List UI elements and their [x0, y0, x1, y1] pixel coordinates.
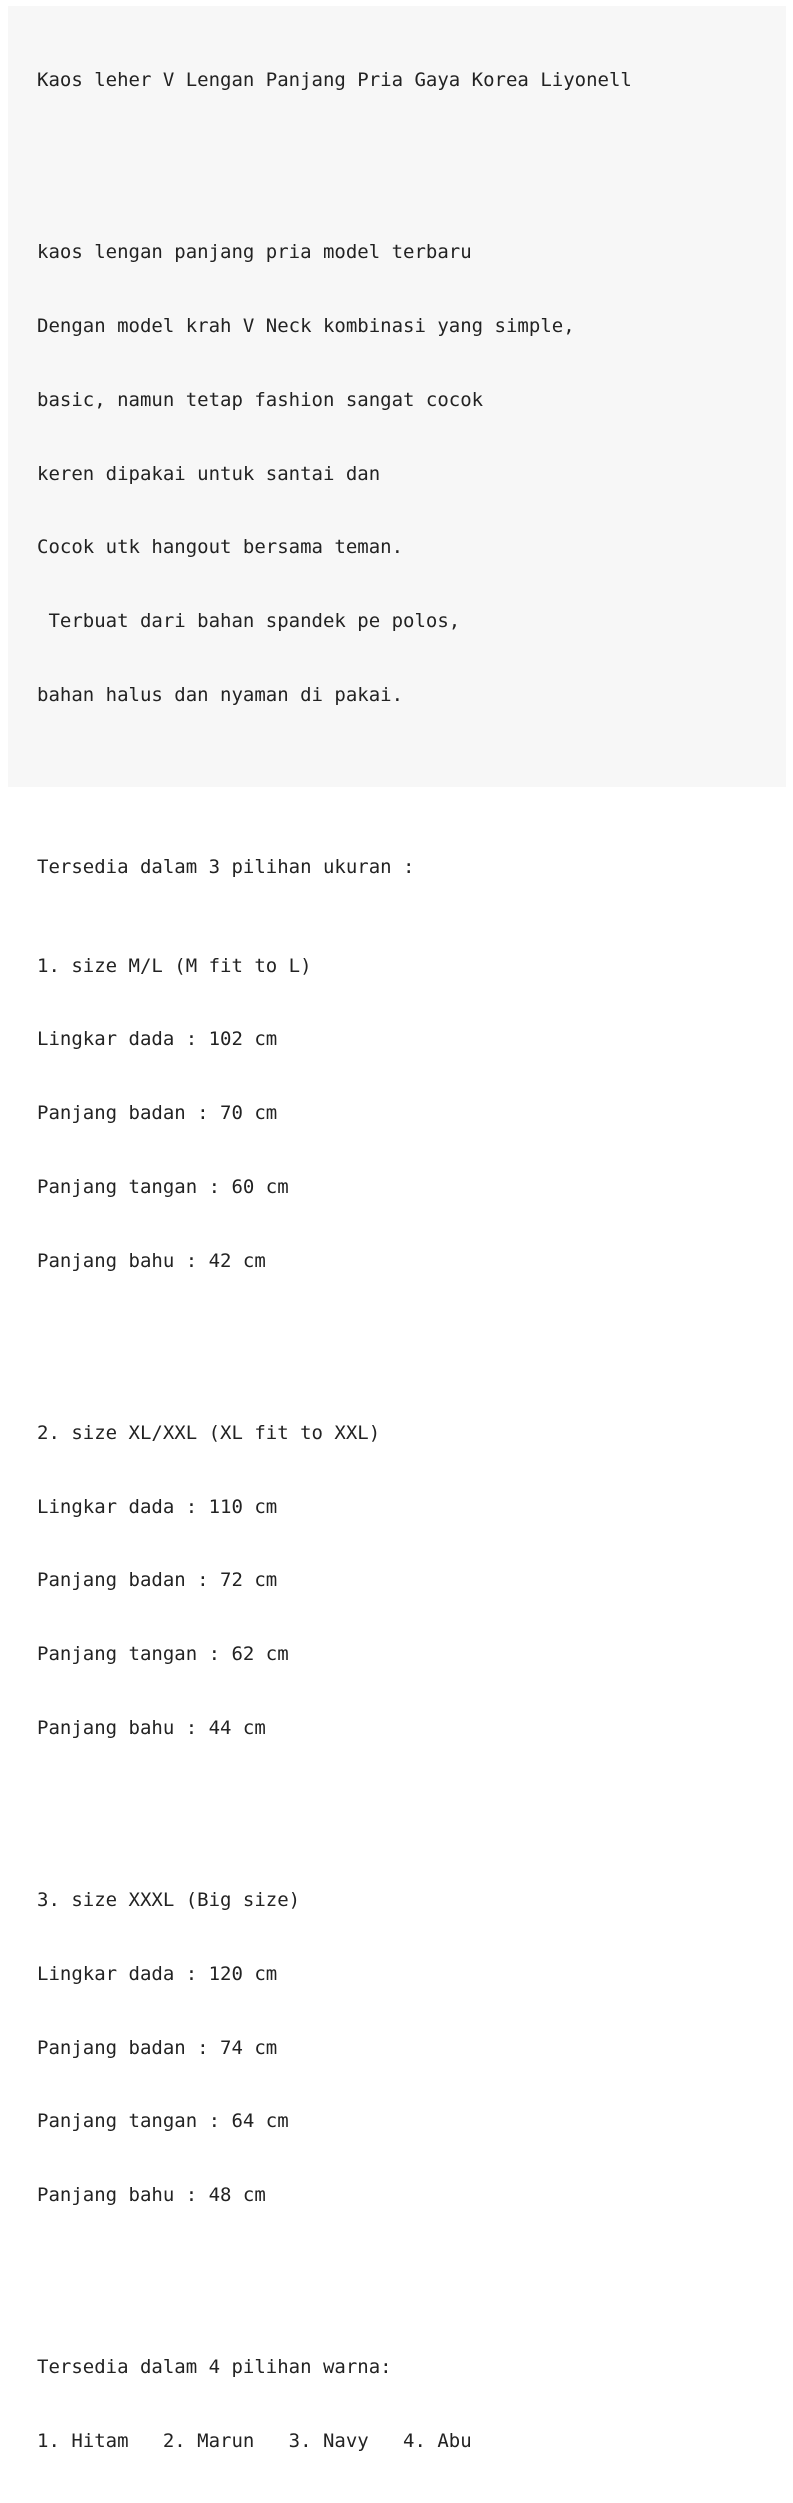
size-heading: 1. size M/L (M fit to L): [37, 954, 312, 977]
description-line: kaos lengan panjang pria model terbaru: [37, 241, 472, 264]
blank-line: [37, 1322, 632, 1347]
size-heading: 3. size XXXL (Big size): [37, 1889, 301, 1912]
size-measurement: Panjang tangan : 62 cm: [37, 1643, 289, 1666]
colors-intro: Tersedia dalam 4 pilihan warna:: [37, 2356, 392, 2379]
description-line: basic, namun tetap fashion sangat cocok: [37, 388, 484, 411]
size-measurement: Lingkar dada : 110 cm: [37, 1495, 278, 1518]
size-measurement: Panjang tangan : 60 cm: [37, 1175, 289, 1198]
blank-line: [37, 1790, 632, 1815]
size-measurement: Panjang badan : 72 cm: [37, 1569, 278, 1592]
product-description-text: [37, 19, 632, 2503]
description-line: bahan halus dan nyaman di pakai.: [37, 684, 404, 707]
size-measurement: Panjang bahu : 44 cm: [37, 1716, 266, 1739]
description-line: Cocok utk hangout bersama teman.: [37, 536, 404, 559]
size-measurement: Panjang bahu : 48 cm: [37, 2184, 266, 2207]
size-measurement: Panjang badan : 74 cm: [37, 2036, 278, 2059]
text-panel: [8, 6, 786, 2453]
sizes-intro: Tersedia dalam 3 pilihan ukuran :: [37, 856, 415, 879]
size-measurement: Panjang bahu : 42 cm: [37, 1249, 266, 1272]
blank-line: [37, 2257, 632, 2282]
size-measurement: Panjang tangan : 64 cm: [37, 2110, 289, 2133]
description-line: Terbuat dari bahan spandek pe polos,: [37, 610, 461, 633]
size-heading: 2. size XL/XXL (XL fit to XXL): [37, 1421, 381, 1444]
product-title: Kaos leher V Lengan Panjang Pria Gaya Korea Liyonell: [37, 69, 632, 92]
blank-line: [37, 757, 632, 782]
colors-list: 1. Hitam 2. Marun 3. Navy 4. Abu: [37, 2430, 472, 2453]
size-measurement: Panjang badan : 70 cm: [37, 1102, 278, 1125]
size-measurement: Lingkar dada : 102 cm: [37, 1028, 278, 1051]
description-line: keren dipakai untuk santai dan: [37, 462, 381, 485]
size-measurement: Lingkar dada : 120 cm: [37, 1962, 278, 1985]
description-line: Dengan model krah V Neck kombinasi yang simple,: [37, 315, 575, 338]
blank-line: [37, 142, 632, 167]
